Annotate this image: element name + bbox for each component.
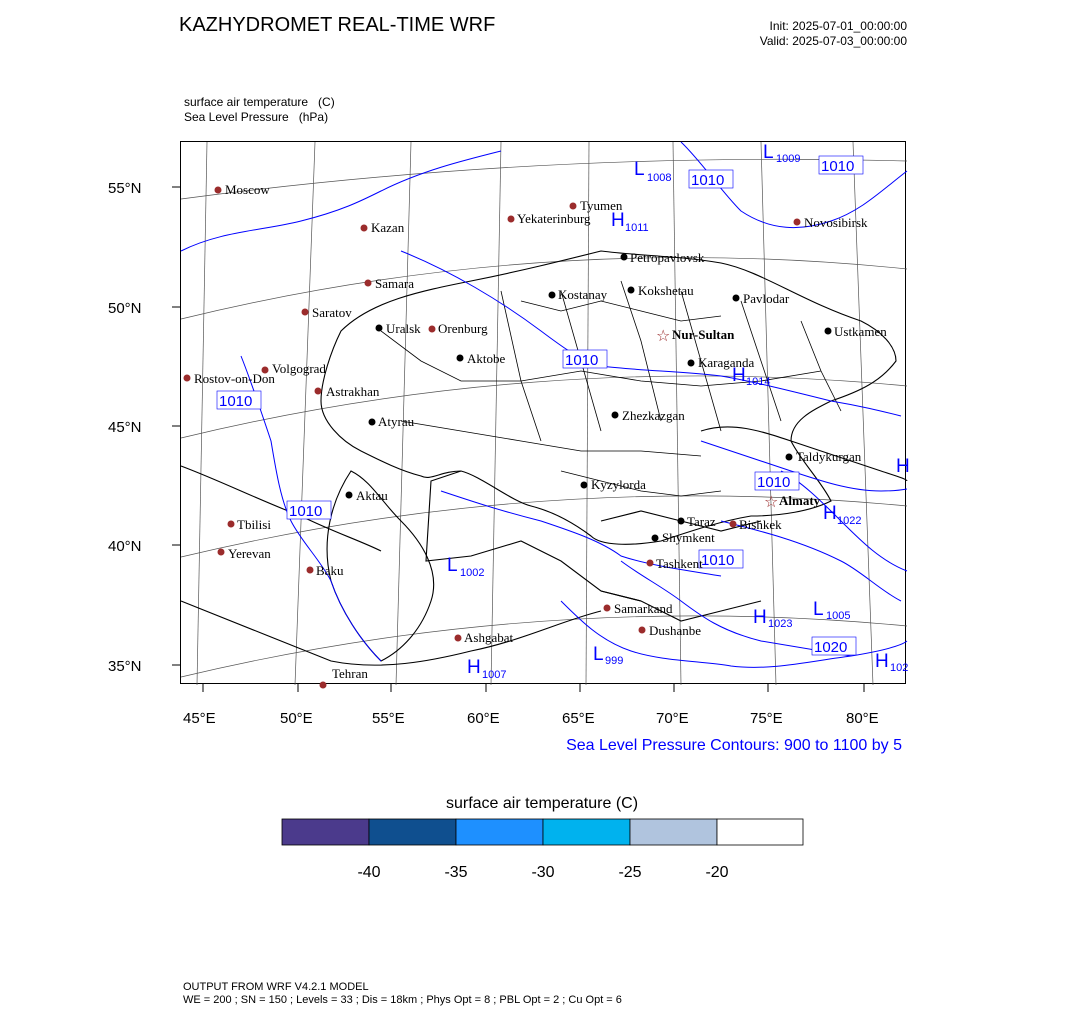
parallel-35 (181, 616, 907, 677)
city-almaty: Almaty (779, 493, 821, 508)
colorbar-ticks (282, 855, 804, 885)
parallel-50 (181, 258, 907, 319)
colorbar-swatch (717, 819, 803, 845)
colorbar-swatch (630, 819, 717, 845)
city-dot (652, 535, 659, 542)
pressure-center-value: 1007 (482, 669, 507, 681)
city-moscow: Moscow (225, 182, 270, 197)
city-dot (733, 295, 740, 302)
lon-label-50: 50°E (280, 710, 313, 727)
city-rostov: Rostov-on-Don (194, 371, 275, 386)
city-dot (346, 492, 353, 499)
city-astrakhan: Astrakhan (326, 384, 380, 399)
lon-label-60: 60°E (467, 710, 500, 727)
city-novosibirsk: Novosibirsk (804, 215, 868, 230)
city-samara: Samara (375, 276, 414, 291)
star-icon: ☆ (764, 492, 779, 511)
city-shymkent: Shymkent (662, 530, 715, 545)
city-dot (307, 567, 314, 574)
colorbar-tick-label: -20 (705, 864, 729, 881)
city-aktau: Aktau (356, 488, 388, 503)
city-dot (320, 682, 327, 689)
city-kostanay: Kostanay (558, 287, 608, 302)
contour-info: Sea Level Pressure Contours: 900 to 1100 by 5 (566, 737, 902, 754)
parallel-45 (181, 376, 907, 438)
admin-districts (381, 281, 841, 496)
meridian-60 (491, 142, 501, 685)
city-petropavlovsk: Petropavlovsk (630, 250, 705, 265)
city-nur-sultan: Nur-Sultan (672, 327, 735, 342)
isobar-label-1: 1010 (691, 172, 725, 189)
city-baku: Baku (316, 563, 344, 578)
lon-tick-labels (183, 710, 879, 727)
pressure-center-type: H (611, 210, 625, 231)
pressure-center-type: H (753, 607, 767, 628)
city-dot (376, 325, 383, 332)
pressure-center-value: 999 (605, 655, 624, 667)
city-dot (361, 225, 368, 232)
field-temperature-label: surface air temperature (C) (184, 95, 335, 109)
pressure-center-value: 1008 (647, 172, 672, 184)
isobar-label-6: 1010 (757, 474, 791, 491)
lat-label-50: 50°N (108, 300, 142, 317)
city-dot (369, 419, 376, 426)
page-title: KAZHYDROMET REAL-TIME WRF (179, 14, 496, 36)
colorbar-title: surface air temperature (C) (445, 795, 639, 812)
pressure-center-type: H (732, 365, 746, 386)
lon-label-70: 70°E (656, 710, 689, 727)
isobar-label-5: 1010 (289, 503, 323, 520)
isobar-label-8: 1020 (814, 639, 848, 656)
colorbar (282, 819, 804, 845)
star-icon: ☆ (656, 326, 671, 345)
lon-label-55: 55°E (372, 710, 405, 727)
city-dushanbe: Dushanbe (649, 623, 701, 638)
lon-label-65: 65°E (562, 710, 595, 727)
colorbar-tick-label: -35 (444, 864, 468, 881)
city-volgograd: Volgograd (272, 361, 326, 376)
city-aktobe: Aktobe (467, 351, 506, 366)
pressure-center-value: 1023 (768, 618, 793, 630)
colorbar-tick-label: -40 (357, 864, 381, 881)
colorbar-swatch (282, 819, 369, 845)
pressure-center-value: 1011 (625, 222, 649, 234)
lat-label-55: 55°N (108, 180, 142, 197)
pressure-center-value: 1005 (826, 610, 851, 622)
city-dot (825, 328, 832, 335)
field-pressure-label: Sea Level Pressure (hPa) (184, 110, 329, 124)
city-uralsk: Uralsk (386, 321, 421, 336)
pressure-center-type: H (896, 456, 910, 477)
isobar-label-group (217, 156, 863, 656)
city-kokshetau: Kokshetau (638, 283, 694, 298)
isobar-label-3: 1010 (565, 352, 599, 369)
lat-tick-labels (108, 180, 142, 675)
meridian-45 (197, 142, 207, 685)
valid-time: Valid: 2025-07-03_00:00:00 (759, 34, 907, 48)
pressure-center-type: H (467, 657, 481, 678)
city-dot (688, 360, 695, 367)
pressure-center-type: L (447, 555, 458, 576)
city-dot (730, 521, 737, 528)
city-yekaterinburg: Yekaterinburg (517, 211, 591, 226)
city-kyzylorda: Kyzylorda (591, 477, 646, 492)
city-dot (628, 287, 635, 294)
init-time: Init: 2025-07-01_00:00:00 (769, 19, 907, 33)
pressure-center-type: L (813, 599, 824, 620)
isobar-label-2: 1010 (821, 158, 855, 175)
city-tehran: Tehran (332, 666, 368, 681)
footer-config-line: WE = 200 ; SN = 150 ; Levels = 33 ; Dis = 18km ; Phys Opt = 8 ; PBL Opt = 2 ; Cu Opt = 6 (183, 994, 622, 1006)
pressure-center-type: L (634, 159, 645, 180)
city-dot (457, 355, 464, 362)
lat-label-45: 45°N (108, 419, 142, 436)
caucasus-border (181, 466, 381, 551)
colorbar-swatch (456, 819, 543, 845)
city-taldykurgan: Taldykurgan (796, 449, 862, 464)
colorbar-swatch (543, 819, 630, 845)
lat-label-35: 35°N (108, 658, 142, 675)
lon-label-45: 45°E (183, 710, 216, 727)
pressure-center-type: L (593, 644, 604, 665)
city-ustkamen: Ustkamen (834, 324, 887, 339)
isobar-label-7: 1010 (701, 552, 735, 569)
pressure-center-type: H (823, 503, 837, 524)
footer-model-line: OUTPUT FROM WRF V4.2.1 MODEL (183, 981, 369, 993)
map-panel (180, 141, 910, 684)
city-orenburg: Orenburg (438, 321, 488, 336)
city-dot (604, 605, 611, 612)
city-dot (786, 454, 793, 461)
city-atyrau: Atyrau (378, 414, 415, 429)
city-dot (581, 482, 588, 489)
model-footer (183, 981, 622, 1007)
pressure-center-value: 1014 (746, 376, 771, 388)
colorbar-tick-label: -30 (531, 864, 555, 881)
pressure-center-value: 1009 (776, 153, 801, 165)
isobar-f (721, 521, 901, 601)
lon-label-80: 80°E (846, 710, 879, 727)
city-dot (315, 388, 322, 395)
pressure-center-type: L (763, 142, 774, 163)
city-dot (215, 187, 222, 194)
isobar-a (181, 151, 501, 251)
city-samarkand: Samarkand (614, 601, 673, 616)
city-dot (647, 560, 654, 567)
lat-label-40: 40°N (108, 538, 142, 555)
parallel-55 (181, 159, 907, 199)
pressure-center-type: H (875, 651, 889, 672)
city-tyumen: Tyumen (580, 198, 623, 213)
meridian-50 (295, 142, 315, 685)
city-dot (184, 375, 191, 382)
city-dot (549, 292, 556, 299)
pressure-center-value: 1022 (837, 515, 862, 527)
pressure-center-value: 1002 (460, 567, 485, 579)
city-dot (794, 219, 801, 226)
pressure-center-value: 102 (890, 662, 909, 674)
city-ashgabat: Ashgabat (464, 630, 514, 645)
city-dot (570, 203, 577, 210)
city-saratov: Saratov (312, 305, 352, 320)
city-kazan: Kazan (371, 220, 405, 235)
lon-label-75: 75°E (750, 710, 783, 727)
city-dot (621, 254, 628, 261)
city-dot (365, 280, 372, 287)
city-zhezkazgan: Zhezkazgan (622, 408, 685, 423)
city-tbilisi: Tbilisi (237, 517, 271, 532)
city-dot (678, 518, 685, 525)
isobar-label-4: 1010 (219, 393, 253, 410)
city-dot (218, 549, 225, 556)
city-bishkek: Bishkek (739, 517, 782, 532)
city-dot (429, 326, 436, 333)
city-pavlodar: Pavlodar (743, 291, 790, 306)
city-dot (612, 412, 619, 419)
map-canvas (181, 142, 910, 685)
city-dot (455, 635, 462, 642)
city-karaganda: Karaganda (698, 355, 755, 370)
city-dot (302, 309, 309, 316)
city-dot (228, 521, 235, 528)
colorbar-tick-label: -25 (618, 864, 642, 881)
city-dot (639, 627, 646, 634)
city-tashkent: Tashkent (656, 556, 703, 571)
city-taraz: Taraz (687, 514, 716, 529)
city-yerevan: Yerevan (228, 546, 271, 561)
colorbar-swatch (369, 819, 456, 845)
city-dot (508, 216, 515, 223)
